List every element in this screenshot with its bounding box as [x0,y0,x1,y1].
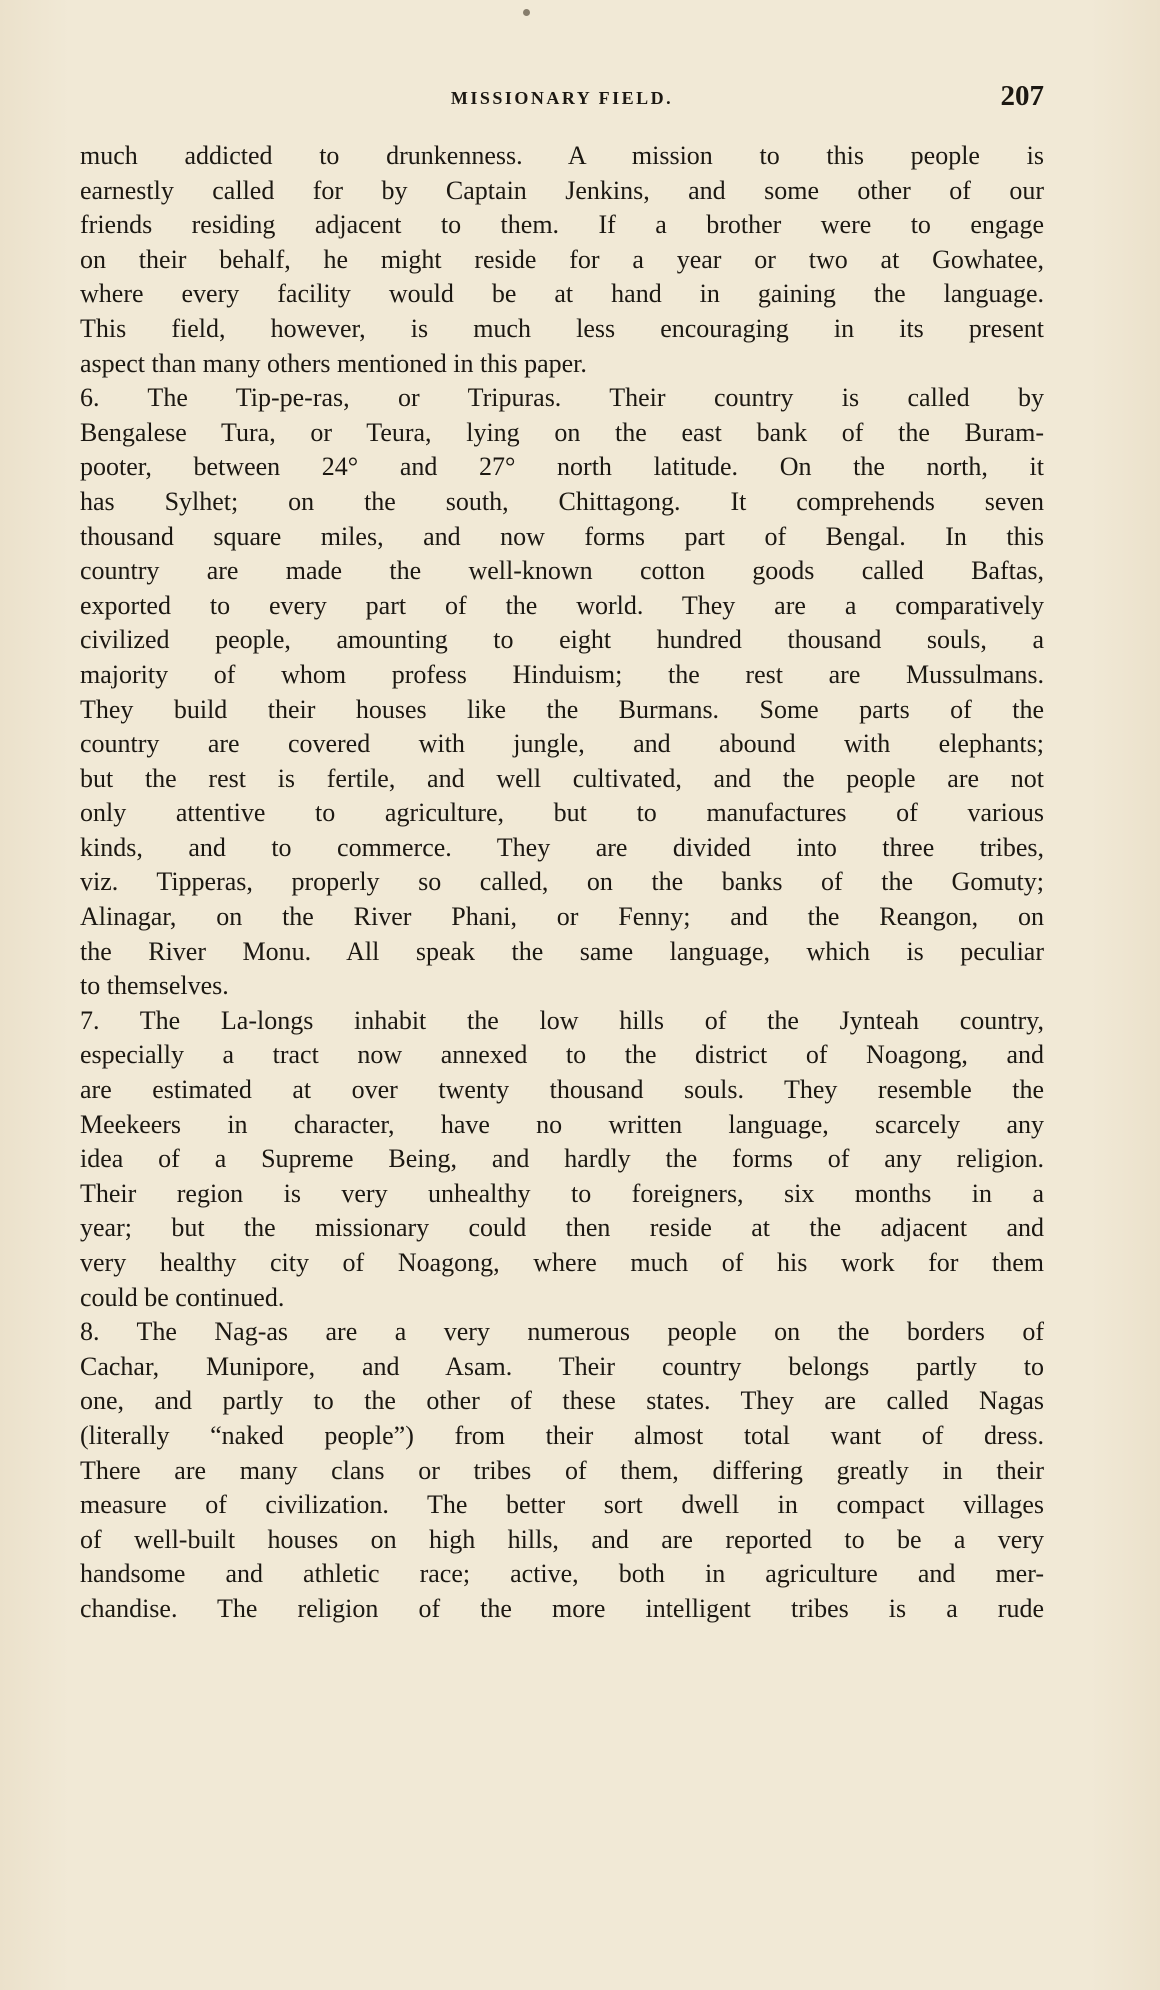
text-line: measure of civilization. The better sort dwell in compact villages [80,1490,1044,1520]
text-line: exported to every part of the world. They are a comparatively [80,590,1044,620]
body-text [80,139,1044,1627]
text-line: friends residing adjacent to them. If a brother were to engage [80,210,1044,240]
text-line: This field, however, is much less encouraging in its present [80,313,1044,343]
text-line: on their behalf, he might reside for a year or two at Gowhatee, [80,244,1044,274]
text-line: majority of whom profess Hinduism; the rest are Mussulmans. [80,659,1044,689]
text-line: of well-built houses on high hills, and are reported to be a very [80,1524,1044,1554]
text-line: could be continued. [80,1282,285,1312]
text-line: very healthy city of Noagong, where much of his work for them [80,1248,1044,1277]
text-line: There are many clans or tribes of them, differing greatly in their [80,1455,1044,1485]
text-line: (literally “naked people”) from their almost total want of dress. [80,1420,1044,1450]
text-line: 6. The Tip-pe-ras, or Tripuras. Their country is called by [80,383,1044,413]
text-line: where every facility would be at hand in gaining the language. [80,279,1044,309]
text-line: civilized people, amounting to eight hundred thousand souls, a [80,625,1044,655]
text-line: earnestly called for by Captain Jenkins, and some other of our [80,175,1044,205]
text-line: year; but the missionary could then reside at the adjacent and [80,1213,1044,1243]
text-line: only attentive to agriculture, but to manufactures of various [80,798,1044,828]
text-line: much addicted to drunkenness. A mission to this people is [80,141,1044,170]
text-line: country are made the well-known cotton goods called Baftas, [80,556,1044,586]
text-line: one, and partly to the other of these states. They are called Nagas [80,1386,1044,1416]
text-line: has Sylhet; on the south, Chittagong. It comprehends seven [80,486,1044,516]
text-line: especially a tract now annexed to the district of Noagong, and [80,1040,1044,1070]
text-line: pooter, between 24° and 27° north latitude. On the north, it [80,452,1044,482]
text-line: 7. The La-longs inhabit the low hills of the Jynteah country, [80,1005,1044,1035]
text-line: handsome and athletic race; active, both in agriculture and mer- [80,1559,1044,1589]
page-number: 207 [1000,80,1044,112]
text-line: thousand square miles, and now forms part of Bengal. In this [80,521,1044,551]
text-line: are estimated at over twenty thousand souls. They resemble the [80,1075,1044,1105]
text-line: the River Monu. All speak the same language, which is peculiar [80,936,1044,966]
text-line: chandise. The religion of the more intelligent tribes is a rude [80,1593,1044,1623]
text-line: Alinagar, on the River Phani, or Fenny; and the Reangon, on [80,902,1044,932]
text-line: idea of a Supreme Being, and hardly the forms of any religion. [80,1144,1044,1174]
ink-speck [523,9,530,16]
text-line: to themselves. [80,971,229,1001]
text-line: kinds, and to commerce. They are divided into three tribes, [80,832,1044,862]
page-header [80,80,1044,116]
text-line: Bengalese Tura, or Teura, lying on the east bank of the Buram- [80,417,1044,447]
text-line: viz. Tipperas, properly so called, on the banks of the Gomuty; [80,867,1044,897]
text-line: Their region is very unhealthy to foreigners, six months in a [80,1178,1044,1208]
text-line: but the rest is fertile, and well cultivated, and the people are not [80,763,1044,793]
text-line: They build their houses like the Burmans. Some parts of the [80,694,1044,724]
text-line: country are covered with jungle, and abound with elephants; [80,729,1044,759]
running-head: MISSIONARY FIELD. [450,88,674,108]
text-line: Cachar, Munipore, and Asam. Their country belongs partly to [80,1351,1044,1381]
text-line: Meekeers in character, have no written language, scarcely any [80,1109,1044,1139]
text-line: aspect than many others mentioned in this paper. [80,348,587,378]
text-line: 8. The Nag-as are a very numerous people on the borders of [80,1317,1044,1347]
